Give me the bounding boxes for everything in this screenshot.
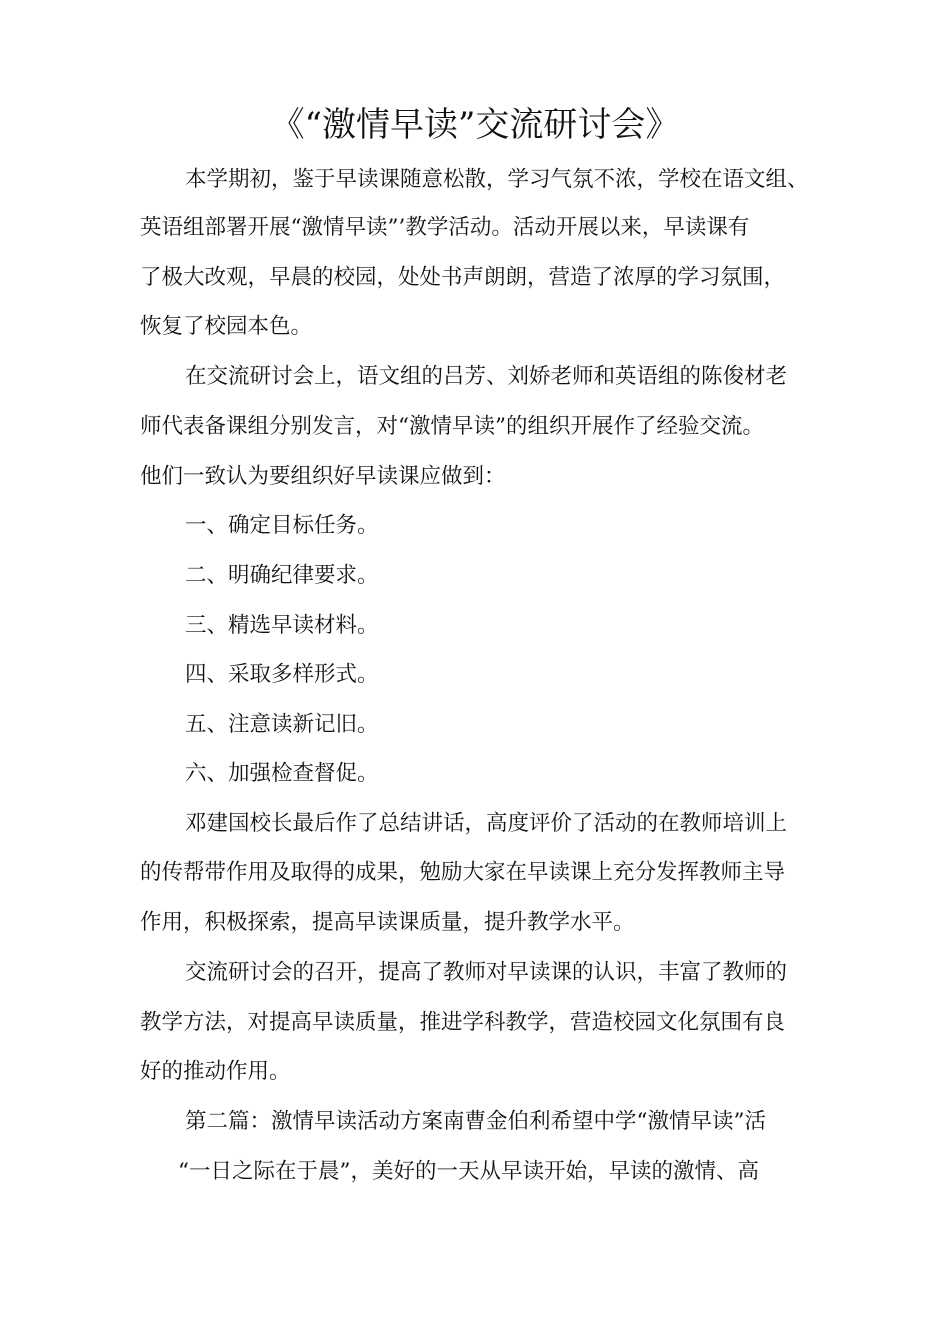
paragraph-line: 的传帮带作用及取得的成果，勉励大家在早读课上充分发挥教师主导 bbox=[140, 860, 786, 885]
list-item: 四、采取多样形式。 bbox=[185, 662, 379, 687]
paragraph-line: 作用，积极探索，提高早读课质量，提升教学水平。 bbox=[140, 910, 635, 935]
paragraph-line: 恢复了校园本色。 bbox=[140, 314, 313, 339]
list-item: 五、注意读新记旧。 bbox=[185, 712, 379, 737]
paragraph-line: 邓建国校长最后作了总结讲话，高度评价了活动的在教师培训上 bbox=[185, 811, 788, 836]
list-item: 六、加强检查督促。 bbox=[185, 761, 379, 786]
paragraph-line: 师代表备课组分别发言，对“激情早读”的组织开展作了经验交流。 bbox=[140, 414, 764, 439]
paragraph-line: 英语组部署开展“激情早读”’教学活动。活动开展以来，早读课有 bbox=[140, 215, 750, 240]
list-item: 一、确定目标任务。 bbox=[185, 513, 379, 538]
list-item: 二、明确纪律要求。 bbox=[185, 563, 379, 588]
paragraph-line: 了极大改观，早晨的校园，处处书声朗朗，营造了浓厚的学习氛围， bbox=[140, 265, 786, 290]
paragraph-line: 交流研讨会的召开，提高了教师对早读课的认识，丰富了教师的 bbox=[185, 960, 788, 985]
document-title: 《“激情早读”交流研讨会》 bbox=[270, 105, 680, 145]
list-item: 三、精选早读材料。 bbox=[185, 613, 379, 638]
paragraph-line: 在交流研讨会上，语文组的吕芳、刘娇老师和英语组的陈俊材老 bbox=[185, 364, 788, 389]
paragraph-line: 本学期初，鉴于早读课随意松散，学习气氛不浓，学校在语文组、 bbox=[185, 167, 809, 192]
paragraph-line: 好的推动作用。 bbox=[140, 1059, 291, 1084]
paragraph-line: 教学方法，对提高早读质量，推进学科教学，营造校园文化氛围有良 bbox=[140, 1010, 786, 1035]
paragraph-line: “一日之际在于晨”，美好的一天从早读开始，早读的激情、高 bbox=[178, 1159, 759, 1184]
paragraph-line: 第二篇：激情早读活动方案南曹金伯利希望中学“激情早读”活 bbox=[185, 1109, 766, 1134]
paragraph-line: 他们一致认为要组织好早读课应做到： bbox=[140, 464, 506, 489]
